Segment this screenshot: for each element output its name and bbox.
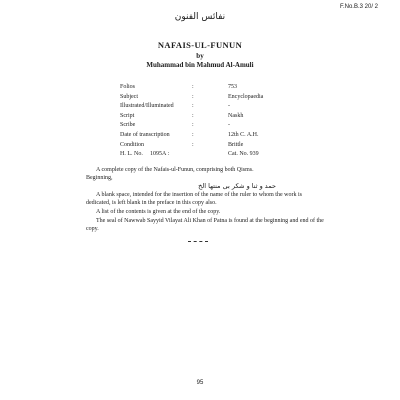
metadata-label: Scribe [120, 122, 136, 129]
metadata-value: Brittle [228, 141, 244, 148]
metadata-value: - [228, 103, 230, 110]
paragraph-blank-space: A blank space, intended for the insertion of the name of the ruler to whom the work is dedicated, is left blank in the preface in this copy also. [86, 192, 302, 207]
paragraph-description: A complete copy of the Nafais-ul-Funun, comprising both Qisms. [96, 167, 254, 173]
metadata-label: Condition [120, 141, 145, 148]
metadata-row [120, 150, 340, 160]
hl-number: 1095A [150, 151, 167, 158]
beginning-label: Beginning, [86, 175, 113, 181]
metadata-row [120, 141, 340, 151]
author-name: Muhammad bin Mahmud Al-Amuli [146, 61, 254, 69]
metadata-value: 12th C. A.H. [228, 131, 259, 138]
metadata-row [120, 83, 340, 93]
metadata-row [120, 102, 340, 112]
metadata-colon: : [192, 141, 194, 148]
metadata-label: Subject [120, 93, 138, 100]
metadata-label: Script [120, 112, 135, 119]
reference-number: F.No.B.3 20/ 2 [339, 4, 378, 10]
metadata-row [120, 121, 340, 131]
metadata-colon: : [192, 131, 194, 138]
section-divider [188, 241, 208, 242]
metadata-colon: : [192, 112, 194, 119]
metadata-value: - [228, 122, 230, 129]
metadata-label: Date of transcription [120, 131, 170, 138]
metadata-row [120, 112, 340, 122]
document-title: NAFAIS-UL-FUNUN [157, 40, 243, 50]
paragraph-seal: The seal of Nawwab Sayyid Vilayat Ali Khan of Patna is found at the beginning and end of the copy. [86, 218, 324, 233]
metadata-colon: : [192, 93, 194, 100]
metadata-row [120, 131, 340, 141]
metadata-value: 753 [228, 84, 237, 90]
metadata-number [150, 150, 228, 160]
page-number: 95 [196, 380, 204, 386]
arabic-beginning: حمد و ثنا و شکر بی منتها الخ [198, 182, 276, 190]
metadata-label: H. L. No. [120, 151, 143, 158]
metadata-colon: : [192, 103, 194, 110]
metadata-value: Naskh [228, 112, 244, 119]
metadata-colon: : [167, 151, 170, 158]
metadata-colon: : [192, 122, 194, 129]
metadata-table [120, 83, 340, 160]
metadata-label: Illustrated/Illuminated [120, 103, 174, 110]
metadata-colon: : [192, 84, 194, 90]
metadata-value: Cat. No. 939 [228, 151, 259, 158]
metadata-value: Encyclopaedia [228, 93, 264, 100]
metadata-label: Folios [120, 84, 136, 90]
by-line: by [196, 52, 204, 60]
metadata-row [120, 93, 340, 103]
arabic-title: نفائس الفنون [174, 12, 226, 22]
paragraph-contents: A list of the contents is given at the end of the copy. [96, 209, 221, 215]
